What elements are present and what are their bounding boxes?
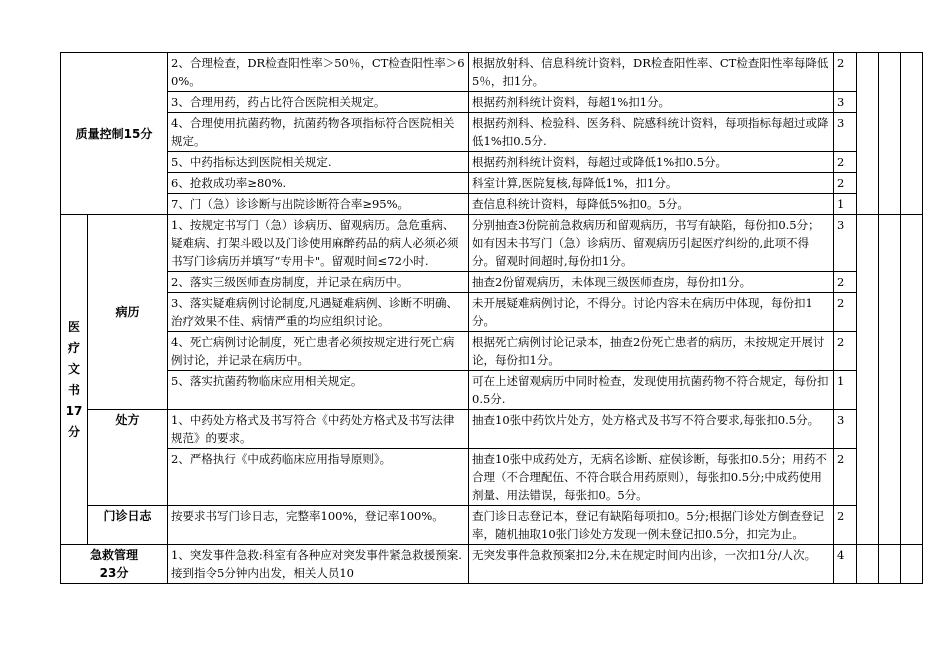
item-points: 2 bbox=[834, 272, 857, 293]
item-rule: 根据死亡病例讨论记录本，抽查2份死亡患者的病历，未按规定开展讨论，每份扣1分。 bbox=[469, 332, 834, 371]
item-content: 1、突发事件急救:科室有各种应对突发事件紧急救援预案.接到指令5分钟内出发，相关人员10 bbox=[168, 545, 469, 584]
item-content: 1、中药处方格式及书写符合《中药处方格式及书写法律规范》的要求。 bbox=[168, 410, 469, 449]
blank-cell bbox=[879, 545, 901, 584]
item-points: 4 bbox=[834, 545, 857, 584]
table-row bbox=[61, 53, 923, 92]
blank-cell bbox=[879, 215, 901, 545]
item-content: 4、合理使用抗菌药物，抗菌药物各项指标符合医院相关规定。 bbox=[168, 113, 469, 152]
blank-cell bbox=[901, 215, 923, 545]
item-rule: 无突发事件急救预案扣2分,未在规定时间内出诊，一次扣1分/人次。 bbox=[469, 545, 834, 584]
item-points: 2 bbox=[834, 152, 857, 173]
section-medical-documents: 医 疗 文 书 17 分 bbox=[61, 215, 88, 545]
group-prescriptions: 处方 bbox=[88, 410, 168, 506]
item-rule: 根据放射科、信息科统计资料，DR检查阳性率、CT检查阳性率每降低5％，扣1分。 bbox=[469, 53, 834, 92]
item-rule: 未开展疑难病例讨论，不得分。讨论内容未在病历中体现，每份扣1分。 bbox=[469, 293, 834, 332]
table-row bbox=[61, 173, 923, 194]
item-content: 2、严格执行《中成药临床应用指导原则》。 bbox=[168, 449, 469, 506]
table-row bbox=[61, 272, 923, 293]
item-rule: 分别抽查3份院前急救病历和留观病历，书写有缺陷，每份扣0.5分；如有因未书写门（急）诊病历、留观病历引起医疗纠纷的,此项不得分。留观时间超时,每份扣1分。 bbox=[469, 215, 834, 272]
blank-cell bbox=[879, 53, 901, 215]
scoring-table bbox=[60, 52, 923, 584]
item-content: 7、门（急）诊诊断与出院诊断符合率≥95%。 bbox=[168, 194, 469, 215]
table-row bbox=[61, 215, 923, 272]
item-points: 1 bbox=[834, 194, 857, 215]
item-content: 5、落实抗菌药物临床应用相关规定。 bbox=[168, 371, 469, 410]
item-rule: 抽查2份留观病历，未体现三级医师查房，每份扣1分。 bbox=[469, 272, 834, 293]
item-rule: 根据药剂科统计资料，每超1%扣1分。 bbox=[469, 92, 834, 113]
item-content: 2、合理检查，DR检查阳性率＞50％，CT检查阳性率＞60%。 bbox=[168, 53, 469, 92]
item-points: 3 bbox=[834, 113, 857, 152]
item-points: 2 bbox=[834, 173, 857, 194]
group-clinic-log: 门诊日志 bbox=[88, 506, 168, 545]
table-row bbox=[61, 113, 923, 152]
table-row bbox=[61, 194, 923, 215]
item-rule: 根据药剂科统计资料，每超过或降低1%扣0.5分。 bbox=[469, 152, 834, 173]
item-points: 2 bbox=[834, 53, 857, 92]
table-row bbox=[61, 449, 923, 506]
item-rule: 查信息科统计资料，每降低5%扣0。5分。 bbox=[469, 194, 834, 215]
section-emergency-management: 急救管理 23分 bbox=[61, 545, 168, 584]
item-points: 2 bbox=[834, 293, 857, 332]
blank-cell bbox=[901, 53, 923, 215]
table-row bbox=[61, 506, 923, 545]
item-points: 3 bbox=[834, 215, 857, 272]
table-row bbox=[61, 152, 923, 173]
section-quality-control: 质量控制15分 bbox=[61, 53, 168, 215]
item-points: 2 bbox=[834, 506, 857, 545]
item-points: 2 bbox=[834, 449, 857, 506]
blank-cell bbox=[857, 53, 879, 215]
item-content: 4、死亡病例讨论制度，死亡患者必须按规定进行死亡病例讨论，并记录在病历中。 bbox=[168, 332, 469, 371]
item-rule: 科室计算,医院复核,每降低1%，扣1分。 bbox=[469, 173, 834, 194]
item-points: 2 bbox=[834, 332, 857, 371]
item-rule: 抽查10张中成药处方，无病名诊断、症侯诊断，每张扣0.5分；用药不合理（不合理配伍、不符合联合用药原则），每张扣0.5分;中成药使用剂量、用法错误，每张扣0。5分。 bbox=[469, 449, 834, 506]
group-medical-records: 病历 bbox=[88, 215, 168, 410]
table-row bbox=[61, 545, 923, 584]
item-rule: 抽查10张中药饮片处方，处方格式及书写不符合要求,每张扣0.5分。 bbox=[469, 410, 834, 449]
blank-cell bbox=[857, 215, 879, 545]
blank-cell bbox=[857, 545, 879, 584]
item-content: 1、按规定书写门（急）诊病历、留观病历。急危重病、疑难病、打架斗殴以及门诊使用麻醉药品的病人必须必须书写门诊病历并填写“专用卡"。留观时间≤72小时. bbox=[168, 215, 469, 272]
item-content: 6、抢救成功率≥80%. bbox=[168, 173, 469, 194]
table-row bbox=[61, 371, 923, 410]
blank-cell bbox=[901, 545, 923, 584]
item-rule: 查门诊日志登记本，登记有缺陷每项扣0。5分;根据门诊处方倒查登记率，随机抽取10张门诊处方发现一例未登记扣0.5分，扣完为止。 bbox=[469, 506, 834, 545]
item-content: 2、落实三级医师查房制度，并记录在病历中。 bbox=[168, 272, 469, 293]
item-content: 5、中药指标达到医院相关规定. bbox=[168, 152, 469, 173]
table-row bbox=[61, 293, 923, 332]
item-points: 3 bbox=[834, 410, 857, 449]
table-row bbox=[61, 92, 923, 113]
item-content: 3、合理用药，药占比符合医院相关规定。 bbox=[168, 92, 469, 113]
table-row bbox=[61, 410, 923, 449]
item-points: 3 bbox=[834, 92, 857, 113]
table-row bbox=[61, 332, 923, 371]
item-rule: 根据药剂科、检验科、医务科、院感科统计资料，每项指标每超过或降低1%扣0.5分. bbox=[469, 113, 834, 152]
item-points: 1 bbox=[834, 371, 857, 410]
item-content: 按要求书写门诊日志，完整率100%，登记率100%。 bbox=[168, 506, 469, 545]
item-rule: 可在上述留观病历中同时检查，发现使用抗菌药物不符合规定，每份扣0.5分. bbox=[469, 371, 834, 410]
item-content: 3、落实疑难病例讨论制度,凡遇疑难病例、诊断不明确、治疗效果不佳、病情严重的均应组织讨论。 bbox=[168, 293, 469, 332]
